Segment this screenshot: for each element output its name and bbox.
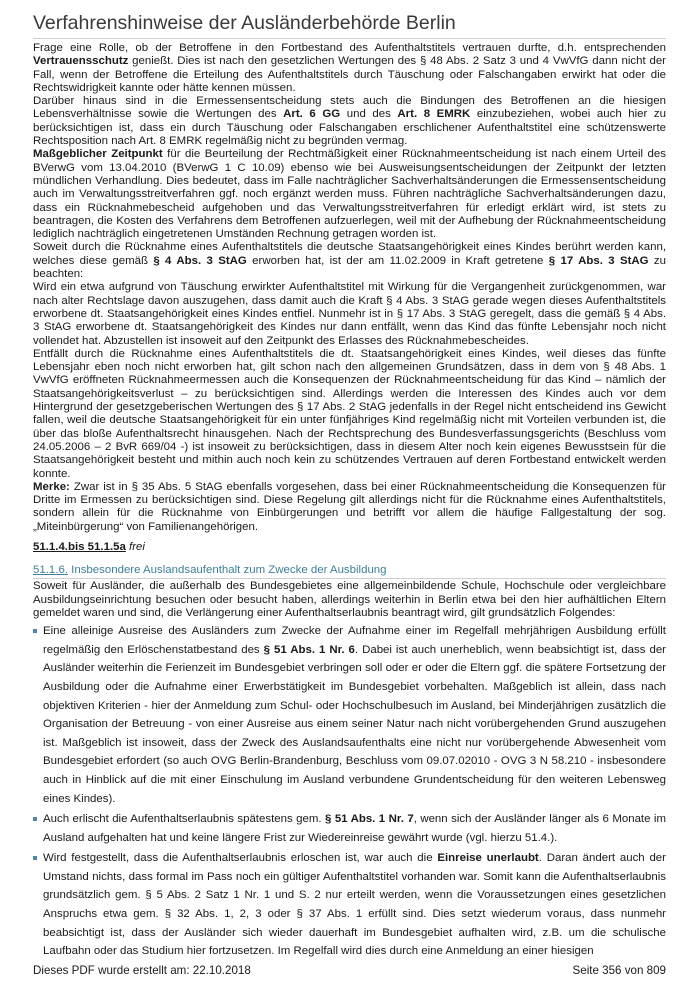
paragraph-merke: Merke: Zwar ist in § 35 Abs. 5 StAG ebenfalls vorgesehen, dass bei einer Rücknahmeentscheidung die Konsequenzen für Dritte im Ermessen zu berücksichtigen sind. Diese Regelung gilt allerdings nicht für die Rücknahme eines Aufenthaltstitels, sondern allein für die Rücknahme von Einbürgerungen und betrifft vor allem die häufige Fallgestaltung der sog. „Miteinbürgerung“ von Familienangehörigen. — [33, 480, 666, 533]
section-number-link[interactable]: 51.1.6. — [33, 564, 68, 577]
bullet-square-icon — [33, 856, 37, 860]
document-header: Verfahrenshinweise der Ausländerbehörde Berlin — [33, 10, 666, 39]
list-item: Wird festgestellt, dass die Aufenthaltserlaubnis erloschen ist, war auch die Einreise unerlaubt. Daran ändert auch der Umstand nichts, dass formal im Pass noch ein gültiger Aufenthaltstitel vorhanden war. Somit kann die Aufenthaltserlaubnis grundsätzlich gem. § 5 Abs. 2 Satz 1 Nr. 1 und S. 2 nur erteilt werden, wenn die Voraussetzungen eines gesetzlichen Anspruchs etwa gem. § 32 Abs. 1, 2, 3 oder § 37 Abs. 1 erfüllt sind. Dies setzt wiederum voraus, dass nunmehr beabsichtigt ist, dass der Ausländer sich wieder dauerhaft im Bundesgebiet aufhalten wird, z.B. um die schulische Laufbahn oder das Studium hier fortzusetzen. Im Regelfall wird dies durch eine Anmeldung an einer hiesigen — [33, 849, 666, 961]
paragraph-ermessen: Darüber hinaus sind in die Ermessensentscheidung stets auch die Bindungen des Betroffenen an die hiesigen Lebensverhältnisse sowie die Wertungen des Art. 6 GG und des Art. 8 EMRK einzubeziehen, wobei auch hier zu berücksichtigen ist, dass ein durch Täuschung oder Falschangaben erschlichener Aufenthaltstitel eine schützenswerte Rechtsposition nach Art. 8 EMRK regelmäßig nicht zu begründen vermag. — [33, 95, 667, 148]
paragraph-rechtslage: Wird ein etwa aufgrund von Täuschung erwirkter Aufenthaltstitel mit Wirkung für die Vergangenheit zurückgenommen, war nach alter Rechtslage davon auszugehen, dass damit auch die Kraft § 4 Abs. 3 StAG gerade wegen dieses Aufenthaltstitels erworbene dt. Staatsangehörigkeit eines Kindes entfiel. Nunmehr ist in § 17 Abs. 3 StAG geregelt, dass die gemäß § 4 Abs. 3 StAG erworbene dt. Staatsangehörigkeit des Kindes nur dann entfällt, wenn das Kind das fünfte Lebensjahr noch nicht vollendet hat. Abzustellen ist insoweit auf den Zeitpunkt des Erlasses des Rücknahmebescheides. — [33, 281, 666, 347]
frei-line: 51.1.4.bis 51.1.5a frei — [33, 540, 145, 553]
paragraph-staatsangehoerigkeit: Soweit durch die Rücknahme eines Aufenthaltstitels die deutsche Staatsangehörigkeit eines Kindes berührt werden kann, welches diese gemäß § 4 Abs. 3 StAG erworben hat, ist der am 11.02.2009 in Kraft getretene § 17 Abs. 3 StAG zu beachten: — [33, 241, 667, 281]
footer-created-date: Dieses PDF wurde erstellt am: 22.10.2018 — [33, 964, 251, 977]
bullet-list — [33, 622, 666, 961]
bullet-square-icon — [33, 629, 37, 633]
bullet-square-icon — [33, 817, 37, 821]
footer-page-number: Seite 356 von 809 — [572, 964, 666, 977]
list-item: Auch erlischt die Aufenthaltserlaubnis spätestens gem. § 51 Abs. 1 Nr. 7, wenn sich der Ausländer länger als 6 Monate im Ausland aufgehalten hat und keine längere Frist zur Wiedereinreise gewährt wurde (vgl. hierzu 51.4.). — [33, 810, 666, 847]
section-heading: 51.1.6. Insbesondere Auslandsaufenthalt zum Zwecke der Ausbildung — [33, 563, 666, 579]
list-item: Eine alleinige Ausreise des Ausländers zum Zwecke der Aufnahme einer im Regelfall mehrjährigen Ausbildung erfüllt regelmäßig den Erlöschenstatbestand des § 51 Abs. 1 Nr. 6. Dabei ist auch unerheblich, wenn beabsichtigt ist, dass der Ausländer weiterhin die Ferienzeit im Bundesgebiet verbringen soll oder er oder die Eltern ggf. die spätere Fortsetzung der Ausbildung oder die Aufnahme einer Erwerbstätigkeit im Bundesgebiet vorbehalten. Maßgeblich ist allein, dass nach objektiven Kriterien - hier der Anmeldung zum Schul- oder Hochschulbesuch im Ausland, bei Minderjährigen zusätzlich die Organisation der Betreuung - von einer Ausreise aus einem seiner Natur nach nicht vorübergehenden Grund auszugehen ist. Maßgeblich ist insoweit, dass der Zweck des Auslandsaufenthalts eine nicht nur vorübergehende Abwesenheit vom Bundesgebiet erfordert (so auch OVG Berlin-Brandenburg, Beschluss vom 09.07.02010 - OVG 3 N 58.210 - insbesondere auch in Hinblick auf die mit einer Einschulung im Ausland verbundene Grundentscheidung für den weiteren Lebensweg eines Kindes). — [33, 622, 666, 808]
paragraph-zeitpunkt: Maßgeblicher Zeitpunkt für die Beurteilung der Rechtmäßigkeit einer Rücknahmeentscheidung ist nach einem Urteil des BVerwG vom 13.04.2010 (BVerwG 1 C 10.09) ebenso wie bei Ausweisungsentscheidungen der Zeitpunkt der letzten mündlichen Verhandlung. Dies bedeutet, dass im Falle nachträglicher Sachverhaltsänderungen die Ermessensentscheidung auch im Verwaltungsstreitverfahren ggf. noch ergänzt werden muss. Führen nachträgliche Sachverhaltsänderungen dazu, dass ein Rücknahmebescheid aufgehoben und das Verwaltungsstreitverfahren für erledigt erklärt wird, ist stets zu beantragen, die Kosten des Verfahrens dem Betroffenen aufzuerlegen, weil mit der Aufhebung der Rücknahmeentscheidung lediglich nachträglich eingetretenen Umständen Rechnung getragen worden ist. — [33, 148, 666, 241]
document-page — [33, 10, 666, 963]
frei-reference-link[interactable]: 51.1.4.bis 51.1.5a — [33, 540, 126, 553]
section-intro: Soweit für Ausländer, die außerhalb des Bundesgebietes eine allgemeinbildende Schule, Hochschule oder vergleichbare Ausbildungseinrichtung besuchen oder besucht haben, allerdings weiterhin in Berlin etwa bei den hier aufhältlichen Eltern gemeldet waren und sind, die Verlängerung einer Aufenthaltserlaubnis beantragt wird, gilt grundsätzlich Folgendes: — [33, 580, 666, 619]
paragraph-ruecknahmeermessen: Entfällt durch die Rücknahme eines Aufenthaltstitels die dt. Staatsangehörigkeit eines Kindes, weil dieses das fünfte Lebensjahr eben noch nicht erworben hat, gilt schon nach den allgemeinen Grundsätzen, dass in dem von § 48 Abs. 1 VwVfG eröffneten Rücknahmeermessen auch die Konsequenzen der Rücknahmeentscheidung für das Kind – nämlich der Staatsangehörigkeitsverlust – zu berücksichtigen sind. Allerdings werden die Interessen des Kindes auch vor dem Hintergrund der gesetzgeberischen Wertungen des § 17 Abs. 2 StAG jedenfalls in der Regel nicht entscheidend ins Gewicht fallen, weil die deutsche Staatsangehörigkeit für ein unter fünfjähriges Kind regelmäßig nicht mit Vorteilen verbunden ist, die über das bloße Aufenthaltsrecht hinausgehen. Nach der Rechtsprechung des Bundesverfassungsgerichts (Beschluss vom 24.05.2006 – 2 BvR 669/04 -) ist insoweit zu berücksichtigen, dass in diesem Alter noch kein eigenes Bewusstsein für die Staatsangehörigkeit besteht und mithin auch noch kein zu schützendes Vertrauen auf deren Fortbestand entwickelt werden konnte. — [33, 347, 666, 480]
paragraph-vertrauensschutz: Frage eine Rolle, ob der Betroffene in den Fortbestand des Aufenthaltstitels vertrauen durfte, d.h. entsprechenden Vertrauensschutz genießt. Dies ist nach den gesetzlichen Wertungen des § 48 Abs. 2 Satz 3 und 4 VwVfG dann nicht der Fall, wenn der Betroffene die Erteilung des Aufenthaltstitels durch Täuschung oder Falschangaben erwirkt hat oder die Rechtswidrigkeit kannte oder hätte kennen müssen. — [33, 42, 666, 94]
